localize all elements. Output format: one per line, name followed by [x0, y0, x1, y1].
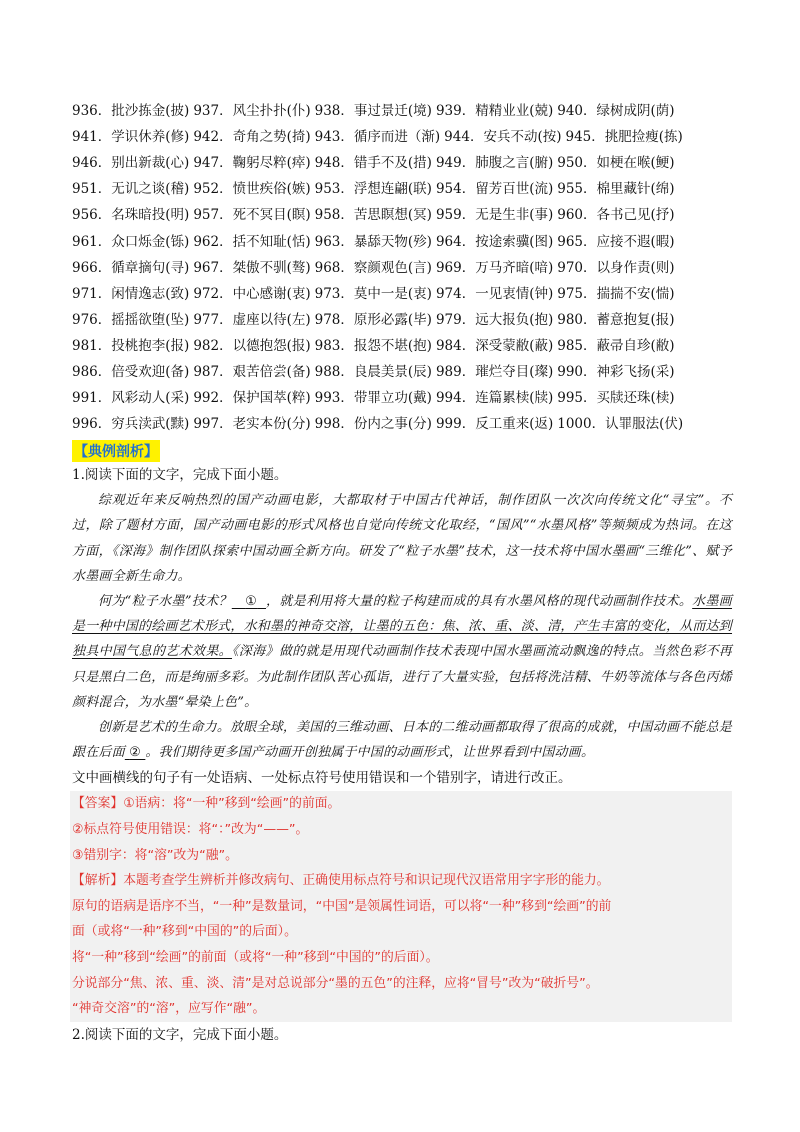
analysis-line-2: 原句的语病是语序不当，“一种”是数量词，“中国”是领属性词语，可以将“一种”移到“绘画”的前: [72, 898, 612, 914]
passage-paragraph-3: [72, 715, 732, 765]
vocab-item: 973．莫中一是(衷): [314, 285, 432, 302]
vocab-row: [72, 122, 732, 148]
vocab-item: 984．深受蒙敝(蔽): [435, 337, 554, 354]
vocab-row: [72, 331, 732, 357]
vocab-row: [72, 383, 732, 409]
vocab-item: 966．循章摘句(寻): [72, 259, 190, 276]
answer-line-1: [72, 791, 730, 817]
underlined-sentence: 水墨画是一种中国的绘画艺术形式，水和墨的神奇交溶，让墨的五色：焦、浓、重、淡、清，产生丰富的变化，从而达到独具中国气息的艺术效果。: [72, 594, 733, 660]
vocab-item: 949．肺腹之言(腑): [435, 155, 554, 172]
blank-2: [125, 745, 146, 760]
vocab-item: 956．名珠暗投(明): [72, 207, 190, 224]
passage-paragraph-2: [72, 589, 732, 715]
vocab-item: 944．安兵不动(按): [444, 129, 562, 146]
vocab-item: 964．按途索骥(图): [435, 233, 554, 250]
question-2-title: 2.阅读下面的文字，完成下面小题。: [72, 1026, 288, 1043]
vocab-item: 971．闲情逸志(致): [72, 285, 190, 302]
vocab-item: 978．原形必露(毕): [314, 311, 432, 328]
vocab-item: 992．保护国萃(粹): [193, 390, 311, 407]
analysis-line-5: 分说部分“焦、浓、重、淡、清”是对总说部分“墨的五色”的注释，应将“冒号”改为“破折号”。: [72, 975, 599, 991]
vocab-item: 938．事过景迁(境): [314, 103, 432, 120]
vocab-correction-list: [72, 96, 732, 435]
vocab-item: 960．各书己见(抒): [557, 207, 675, 224]
vocab-item: 963．暴舔天物(殄): [314, 233, 432, 250]
vocab-item: 987．艰苦倍尝(备): [193, 363, 311, 380]
vocab-row: [72, 226, 732, 252]
vocab-item: 943．循序而进（渐): [314, 129, 441, 146]
passage-paragraph-1: 综观近年来反响热烈的国产动画电影，大都取材于中国古代神话，制作团队一次次向传统文化“寻宝”。不过，除了题材方面，国产动画电影的形式风格也自觉向传统文化取经，“国风”“水墨风格”等频频成为热词。在这方面，《深海》制作团队探索中国动画全新方向。研发了“粒子水墨”技术，这一技术将中国水墨画“三维化”、赋予水墨画全新生命力。: [72, 493, 732, 584]
vocab-row: [72, 409, 732, 435]
vocab-row: [72, 253, 732, 279]
vocab-item: 967．桀傲不驯(骜): [193, 259, 311, 276]
blank-1-label: ①: [245, 594, 258, 610]
analysis-line-1: [72, 868, 730, 894]
vocab-item: 940．绿树成阴(荫): [557, 103, 675, 120]
vocab-item: 945．挑肥捡瘦(拣): [565, 129, 683, 146]
vocab-item: 990．神彩飞扬(采): [557, 363, 675, 380]
vocab-item: 965．应接不遐(暇): [557, 233, 675, 250]
paragraph-3-lead: 创新是艺术的生命力。放眼全球，美国的三维动画、日本的二维动画都取得了很高的成就，中国动画不能总是跟在后面: [72, 720, 732, 761]
vocab-row: [72, 279, 732, 305]
vocab-item: 989．璀烂夺目(璨): [435, 363, 554, 380]
vocab-item: 979．远大报负(抱): [435, 311, 554, 328]
vocab-item: 977．虚座以待(左): [193, 311, 311, 328]
vocab-item: 941．学识休养(修): [72, 129, 190, 146]
paragraph-2-tail: 《深海》做的就是用现代动画制作技术表现中国水墨画流动飘逸的特点。当然色彩不再只是黑白二色，而是绚丽多彩。为此制作团队苦心孤诣，进行了大量实验，包括将洗洁精、牛奶等流体与各色丙烯颜料混合，为水墨“晕染上色”。: [72, 644, 733, 710]
vocab-item: 972．中心感谢(衷): [193, 285, 311, 302]
blank-2-label: ②: [129, 745, 142, 761]
vocab-item: 936．批沙拣金(披): [72, 103, 190, 120]
vocab-item: 981．投桃抱李(报): [72, 337, 190, 354]
vocab-item: 995．买牍还珠(椟): [557, 390, 675, 407]
vocab-item: 947．鞠躬尽粹(瘁): [193, 155, 311, 172]
answer-tag: 【答案】: [72, 796, 124, 812]
vocab-item: 988．良晨美景(辰): [314, 363, 432, 380]
vocab-item: 952．愤世疾俗(嫉): [193, 181, 311, 198]
paragraph-2-lead: 何为“粒子水墨”技术？: [98, 594, 232, 610]
vocab-item: 991．风彩动人(采): [72, 390, 190, 407]
vocab-item: 962．括不知耻(恬): [193, 233, 311, 250]
vocab-item: 980．蓄意抱复(报): [557, 311, 675, 328]
vocab-item: 999．反工重来(返): [435, 416, 554, 433]
vocab-item: 1000．认罪服法(伏): [557, 416, 684, 433]
vocab-item: 997．老实本份(分): [193, 416, 311, 433]
answer-1-text: ①语病：将“一种”移到“绘画”的前面。: [123, 796, 341, 812]
vocab-item: 974．一见衷情(钟): [435, 285, 554, 302]
vocab-item: 939．精精业业(兢): [435, 103, 554, 120]
vocab-item: 975．揣揣不安(惴): [557, 285, 675, 302]
analysis-line-6: “神奇交溶”的“溶”，应写作“融”。: [72, 1001, 266, 1017]
vocab-row: [72, 96, 732, 122]
page-content: [72, 96, 732, 1048]
vocab-item: 996．穷兵渎武(黩): [72, 416, 190, 433]
vocab-item: 953．浮想连翩(联): [314, 181, 432, 198]
blank-1: [232, 594, 266, 609]
vocab-row: [72, 200, 732, 226]
vocab-item: 968．察颜观色(言): [314, 259, 432, 276]
answer-analysis-box: [70, 791, 732, 1021]
analysis-line-4: 将“一种”移到“绘画”的前面（或将“一种”移到“中国的”的后面）。: [72, 950, 439, 966]
vocab-item: 976．摇摇欲堕(坠): [72, 311, 190, 328]
vocab-item: 994．连篇累椟(牍): [435, 390, 554, 407]
vocab-item: 951．无讥之谈(稽): [72, 181, 190, 198]
question-1-prompt: 文中画横线的句子有一处语病、一处标点符号使用错误和一个错别字，请进行改正。: [72, 770, 572, 787]
vocab-item: 946．别出新裁(心): [72, 155, 190, 172]
section-heading: 【典例剖析】: [72, 440, 160, 462]
question-1-title: 1.阅读下面的文字，完成下面小题。: [72, 467, 288, 484]
vocab-item: 969．万马齐暗(喑): [435, 259, 554, 276]
vocab-item: 961．众口烁金(铄): [72, 233, 190, 250]
vocab-row: [72, 305, 732, 331]
vocab-item: 957．死不冥目(瞑): [193, 207, 311, 224]
answer-line-3: ③错别字：将“溶”改为“融”。: [72, 847, 238, 863]
answer-line-2: ②标点符号使用错误：将“：”改为“——”。: [72, 822, 309, 838]
vocab-item: 983．报怨不堪(抱): [314, 337, 432, 354]
vocab-item: 958．苦思瞑想(冥): [314, 207, 432, 224]
analysis-line-3: 面（或将“一种”移到“中国的”的后面）。: [72, 924, 297, 940]
vocab-item: 985．蔽帚自珍(敝): [557, 337, 675, 354]
vocab-item: 986．倍受欢迎(备): [72, 363, 190, 380]
vocab-row: [72, 174, 732, 200]
vocab-row: [72, 148, 732, 174]
vocab-item: 954．留芳百世(流): [435, 181, 554, 198]
vocab-item: 959．无是生非(事): [435, 207, 554, 224]
paragraph-3-tail: 。我们期待更多国产动画开创独属于中国的动画形式，让世界看到中国动画。: [145, 745, 595, 761]
paragraph-2-continued: ，就是利用将大量的粒子构建而成的具有水墨风格的现代动画制作技术。: [266, 594, 693, 610]
vocab-item: 942．奇角之势(掎): [193, 129, 311, 146]
vocab-item: 998．份内之事(分): [314, 416, 432, 433]
vocab-item: 970．以身作责(则): [557, 259, 675, 276]
vocab-item: 948．错手不及(措): [314, 155, 432, 172]
analysis-1-text: 本题考查学生辨析并修改病句、正确使用标点符号和识记现代汉语常用字字形的能力。: [123, 873, 610, 889]
reading-passage: [72, 488, 732, 765]
vocab-item: 937．风尘扑扑(仆): [193, 103, 311, 120]
vocab-item: 955．棉里藏针(绵): [557, 181, 675, 198]
vocab-item: 982．以德抱怨(报): [193, 337, 311, 354]
vocab-item: 993．带罪立功(戴): [314, 390, 432, 407]
vocab-item: 950．如梗在喉(鲠): [557, 155, 675, 172]
analysis-tag: 【解析】: [72, 873, 124, 889]
vocab-row: [72, 357, 732, 383]
